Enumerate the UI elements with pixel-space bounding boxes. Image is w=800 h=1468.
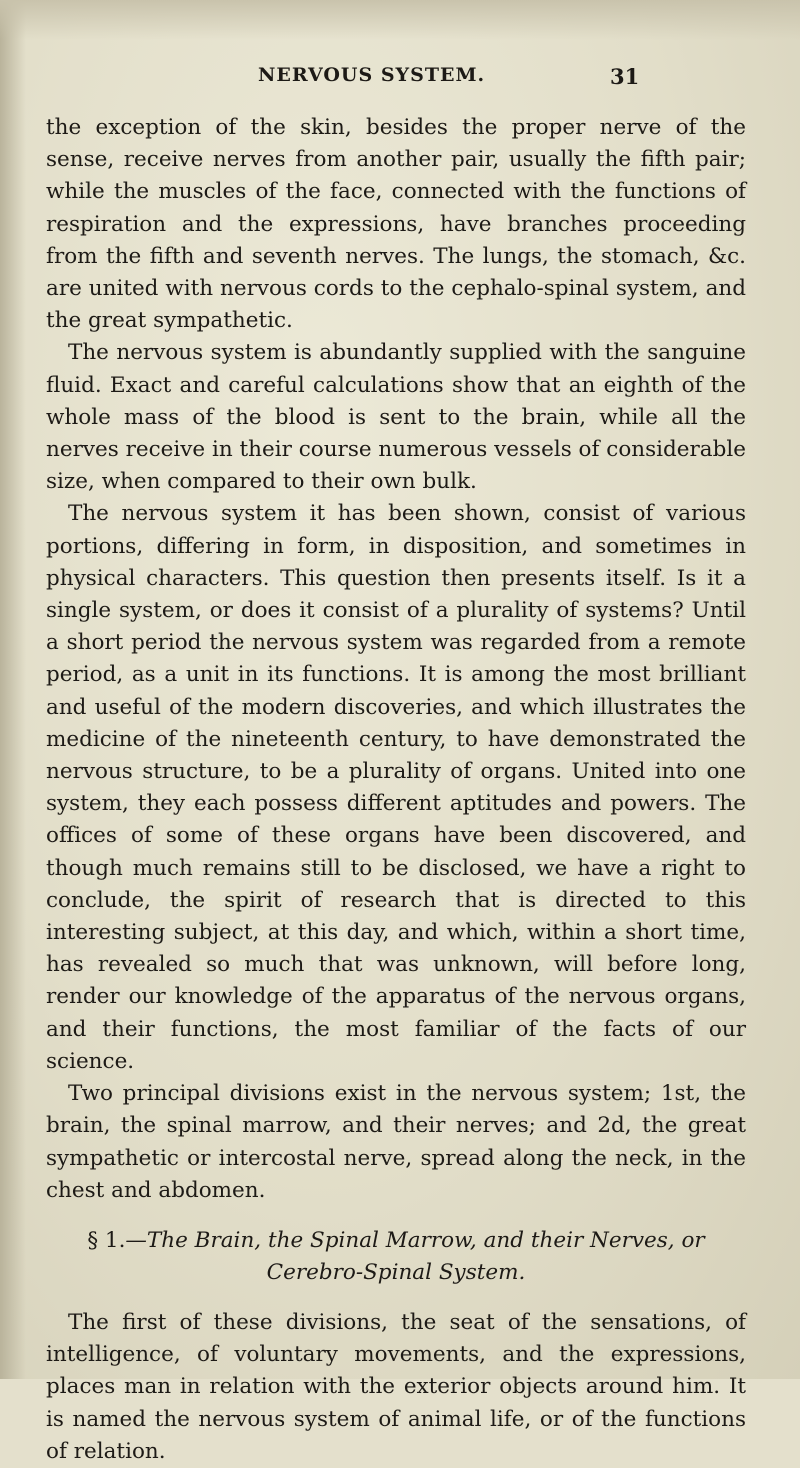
paragraph-blood-supply: The nervous system is abundantly supplied with the sanguine fluid. Exact and careful calculations show that an eighth of the whole mass of the blood is sent to the brain, while all the nerves receive in their course numerous vessels of considerable size, when compared to their own bulk. [46,340,746,495]
section-heading [46,1225,746,1289]
running-head: NERVOUS SYSTEM. [258,64,486,86]
section-title-line1: —The Brain, the Spinal Marrow, and their Nerves, or [125,1227,705,1253]
page-top-shadow [0,0,800,40]
section-mark: § 1. [87,1227,126,1253]
section-heading-line1 [46,1225,746,1257]
page-header [0,64,800,94]
paragraph-continuation: the exception of the skin, besides the proper nerve of the sense, receive nerves from another pair, usually the fifth pair; while the muscles of the face, connected with the functions of respiration and the expressions, have branches proceeding from the fifth and seventh nerves. The lungs, the stomach, &c. are united with nervous cords to the cephalo-spinal system, and the great sympathetic. [46,115,746,334]
page-edge-shadow [0,0,26,1379]
page-body [46,112,746,1468]
paragraph-principal-divisions: Two principal divisions exist in the nervous system; 1st, the brain, the spinal marrow, and their nerves; and 2d, the great sympathetic or intercostal nerve, spread along the neck, in the chest and abdomen. [46,1081,746,1203]
paragraph-plurality-of-organs: The nervous system it has been shown, consist of various portions, differing in form, in disposition, and sometimes in physical characters. This question then presents itself. Is it a single system, or does it consist of a plurality of systems? Until a short period the nervous system was regarded from a remote period, as a unit in its functions. It is among the most brilliant and useful of the modern discoveries, and which illustrates the medicine of the nineteenth century, to have demonstrated the nervous structure, to be a plurality of organs. United into one system, they each possess different aptitudes and powers. The offices of some of these organs have been discovered, and though much remains still to be disclosed, we have a right to conclude, the spirit of research that is directed to this interesting subject, at this day, and which, within a short time, has revealed so much that was unknown, will before long, render our knowledge of the apparatus of the nervous organs, and their functions, the most familiar of the facts of our science. [46,501,746,1074]
paragraph-first-division: The first of these divisions, the seat of the sensations, of intelligence, of voluntary movements, and the expressions, places man in relation with the exterior objects around him. It is named the nervous system of animal life, or of the functions of relation. [46,1309,746,1464]
page-number: 31 [610,64,640,89]
section-title-line2: Cerebro-Spinal System. [266,1259,526,1285]
